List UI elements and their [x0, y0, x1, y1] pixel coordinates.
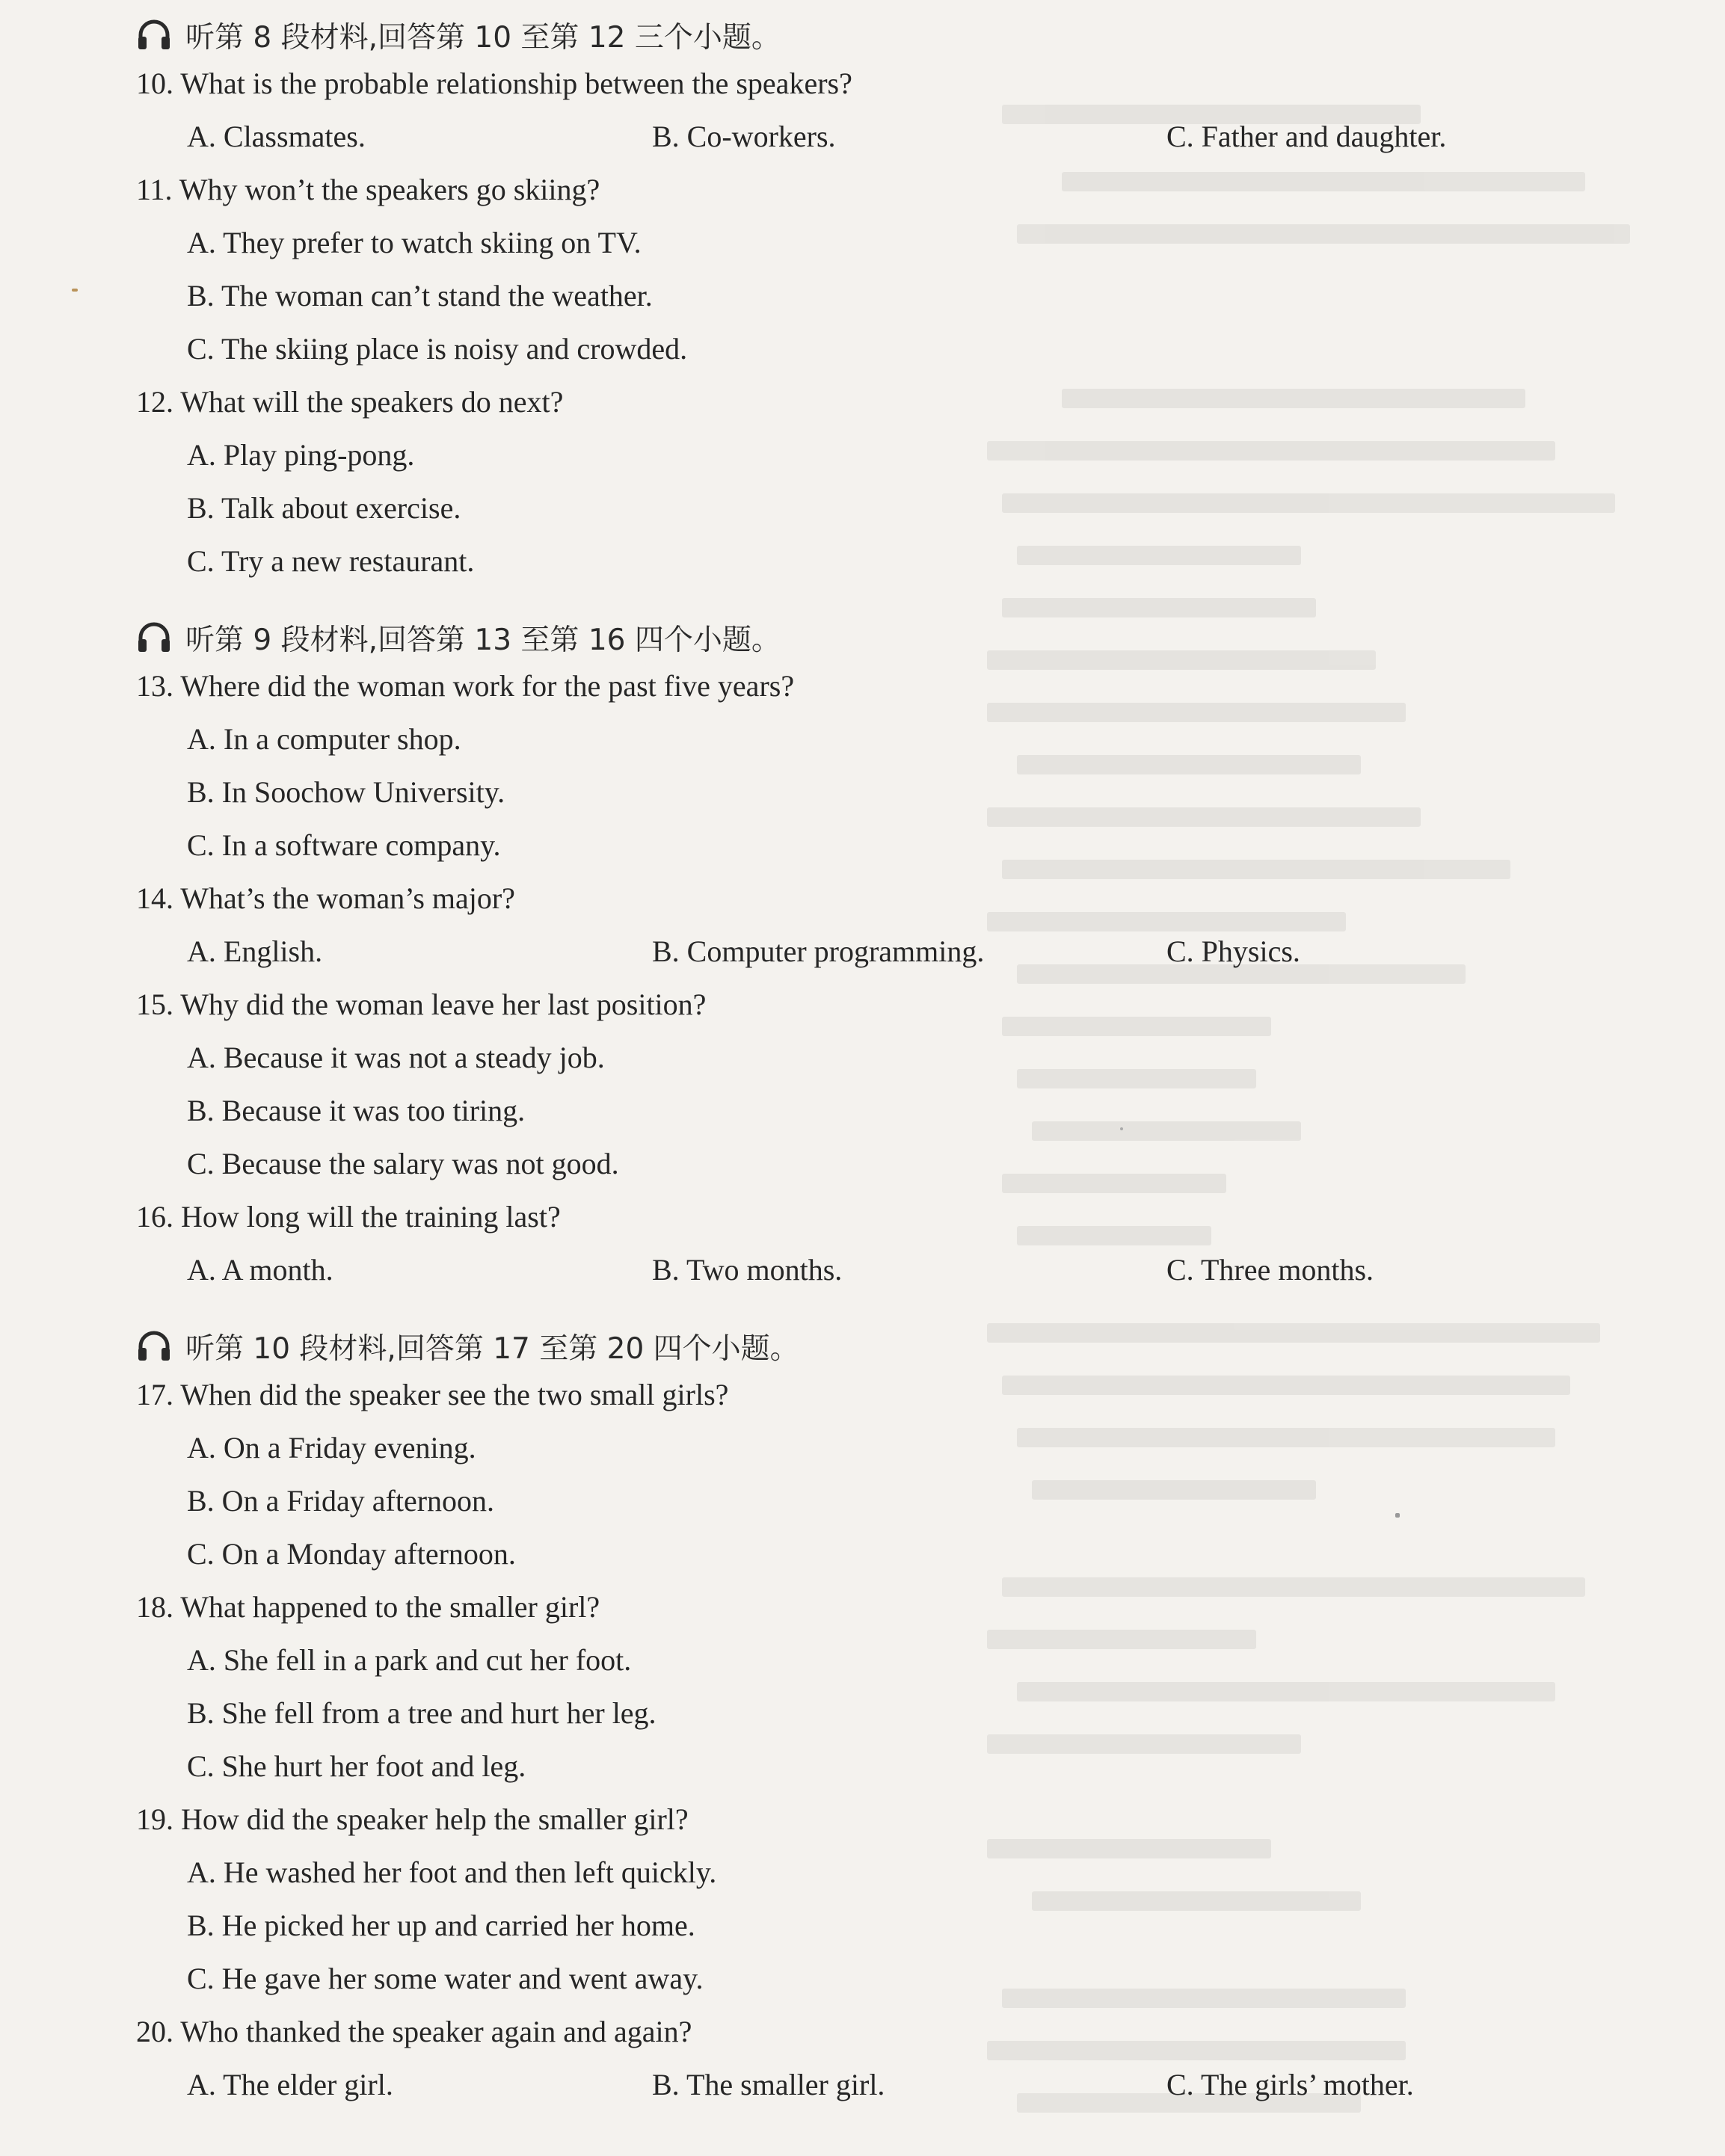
- answer-option: C. She hurt her foot and leg.: [187, 1749, 526, 1783]
- headphones-icon: [136, 1330, 172, 1363]
- question-stem: 12. What will the speakers do next?: [136, 385, 564, 419]
- question-stem: 16. How long will the training last?: [136, 1200, 561, 1233]
- answer-option: B. Two months.: [652, 1253, 843, 1287]
- answer-option: A. Play ping-pong.: [187, 438, 415, 472]
- question-stem: 14. What’s the woman’s major?: [136, 881, 515, 915]
- section-header: [136, 1325, 1557, 1368]
- section-instruction: 听第 9 段材料,回答第 13 至第 16 四个小题。: [185, 623, 781, 657]
- answer-option: C. Because the salary was not good.: [187, 1147, 619, 1180]
- answer-option: A. A month.: [187, 1253, 333, 1287]
- answer-option: B. Talk about exercise.: [187, 491, 461, 525]
- question-stem: 11. Why won’t the speakers go skiing?: [136, 173, 600, 206]
- answer-option: A. Because it was not a steady job.: [187, 1041, 605, 1074]
- answer-option: A. English.: [187, 934, 323, 968]
- section-instruction: 听第 8 段材料,回答第 10 至第 12 三个小题。: [185, 21, 781, 55]
- section-header: [136, 13, 1557, 57]
- answer-option: B. The woman can’t stand the weather.: [187, 279, 653, 312]
- answer-option: C. Three months.: [1166, 1253, 1374, 1287]
- answer-option: C. Try a new restaurant.: [187, 544, 475, 578]
- question-stem: 19. How did the speaker help the smaller girl?: [136, 1802, 689, 1836]
- section-gap: [136, 1296, 1557, 1325]
- question-stem: 15. Why did the woman leave her last position?: [136, 988, 707, 1021]
- answer-option: B. On a Friday afternoon.: [187, 1484, 495, 1518]
- answer-option: A. The elder girl.: [187, 2068, 393, 2101]
- answer-option: A. They prefer to watch skiing on TV.: [187, 226, 642, 259]
- exam-content: [136, 13, 1557, 2111]
- question-stem: 17. When did the speaker see the two small girls?: [136, 1378, 729, 1411]
- question-stem: 13. Where did the woman work for the past five years?: [136, 669, 795, 703]
- answer-option: B. He picked her up and carried her home.: [187, 1909, 695, 1942]
- headphones-icon: [136, 19, 172, 52]
- answer-option: C. Physics.: [1166, 934, 1300, 968]
- answer-option: C. In a software company.: [187, 828, 501, 862]
- option-row: [136, 1243, 1557, 1296]
- answer-option: B. She fell from a tree and hurt her leg.: [187, 1696, 657, 1730]
- question-stem: 18. What happened to the smaller girl?: [136, 1590, 600, 1624]
- scan-speck: [72, 289, 78, 292]
- answer-option: C. The girls’ mother.: [1166, 2068, 1414, 2101]
- option-row: [136, 925, 1557, 978]
- answer-option: B. Because it was too tiring.: [187, 1094, 526, 1127]
- answer-option: A. In a computer shop.: [187, 722, 461, 756]
- answer-option: C. Father and daughter.: [1166, 120, 1447, 153]
- question-stem: 10. What is the probable relationship between the speakers?: [136, 67, 852, 100]
- answer-option: B. In Soochow University.: [187, 775, 505, 809]
- headphones-icon: [136, 621, 172, 654]
- section-header: [136, 616, 1557, 659]
- option-row: [136, 2058, 1557, 2111]
- answer-option: C. The skiing place is noisy and crowded.: [187, 332, 688, 366]
- answer-option: A. Classmates.: [187, 120, 366, 153]
- answer-option: A. On a Friday evening.: [187, 1431, 476, 1464]
- question-stem: 20. Who thanked the speaker again and again?: [136, 2015, 692, 2048]
- answer-option: B. Co-workers.: [652, 120, 836, 153]
- section-gap: [136, 588, 1557, 616]
- answer-option: C. He gave her some water and went away.: [187, 1962, 704, 1995]
- option-row: [136, 110, 1557, 163]
- answer-option: C. On a Monday afternoon.: [187, 1537, 516, 1571]
- section-instruction: 听第 10 段材料,回答第 17 至第 20 四个小题。: [185, 1332, 799, 1366]
- answer-option: B. Computer programming.: [652, 934, 985, 968]
- answer-option: B. The smaller girl.: [652, 2068, 885, 2101]
- answer-option: A. He washed her foot and then left quickly.: [187, 1855, 717, 1889]
- answer-option: A. She fell in a park and cut her foot.: [187, 1643, 632, 1677]
